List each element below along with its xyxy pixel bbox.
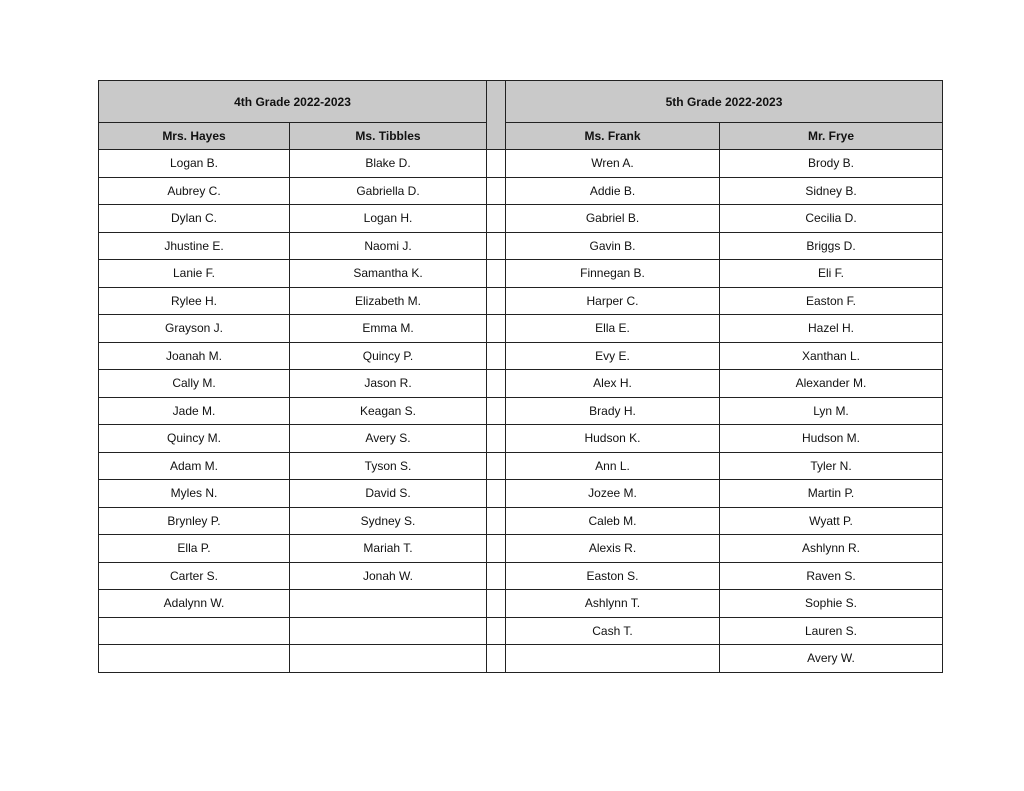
student-name-hayes: Jade M.	[99, 397, 290, 425]
table-row	[99, 342, 943, 370]
student-name-frank: Evy E.	[506, 342, 720, 370]
student-name-frye: Eli F.	[720, 260, 943, 288]
student-name-frye: Briggs D.	[720, 232, 943, 260]
table-row	[99, 425, 943, 453]
student-name-frye: Tyler N.	[720, 452, 943, 480]
table-row	[99, 480, 943, 508]
student-name-hayes: Adam M.	[99, 452, 290, 480]
column-spacer-cell	[487, 287, 506, 315]
column-spacer-cell	[487, 232, 506, 260]
student-name-frank: Harper C.	[506, 287, 720, 315]
student-name-frye: Lauren S.	[720, 617, 943, 645]
student-name-frank: Addie B.	[506, 177, 720, 205]
student-name-tibbles: Tyson S.	[290, 452, 487, 480]
student-name-hayes: Adalynn W.	[99, 590, 290, 618]
column-spacer-cell	[487, 397, 506, 425]
table-row	[99, 287, 943, 315]
student-name-hayes: Myles N.	[99, 480, 290, 508]
student-name-frank: Gavin B.	[506, 232, 720, 260]
student-name-frank: Wren A.	[506, 150, 720, 178]
student-name-frank: Easton S.	[506, 562, 720, 590]
student-name-frye: Martin P.	[720, 480, 943, 508]
student-name-hayes: Carter S.	[99, 562, 290, 590]
student-name-frank: Alexis R.	[506, 535, 720, 563]
student-name-frye: Xanthan L.	[720, 342, 943, 370]
table-row	[99, 260, 943, 288]
teacher-header-row	[99, 123, 943, 150]
table-row	[99, 590, 943, 618]
student-name-frye: Alexander M.	[720, 370, 943, 398]
student-name-hayes: Jhustine E.	[99, 232, 290, 260]
student-name-hayes: Ella P.	[99, 535, 290, 563]
student-name-frye: Brody B.	[720, 150, 943, 178]
column-spacer-cell	[487, 150, 506, 178]
student-name-tibbles: Jonah W.	[290, 562, 487, 590]
student-name-hayes: Lanie F.	[99, 260, 290, 288]
teacher-frye-header: Mr. Frye	[720, 123, 943, 150]
student-name-tibbles	[290, 617, 487, 645]
student-name-tibbles: Emma M.	[290, 315, 487, 343]
column-spacer-cell	[487, 452, 506, 480]
student-name-hayes: Grayson J.	[99, 315, 290, 343]
student-name-tibbles	[290, 645, 487, 673]
student-name-frank: Ella E.	[506, 315, 720, 343]
student-name-hayes: Logan B.	[99, 150, 290, 178]
teacher-frank-header: Ms. Frank	[506, 123, 720, 150]
table-row	[99, 452, 943, 480]
student-name-frank: Hudson K.	[506, 425, 720, 453]
column-spacer-cell	[487, 177, 506, 205]
student-name-frye: Lyn M.	[720, 397, 943, 425]
student-name-hayes: Rylee H.	[99, 287, 290, 315]
student-name-tibbles: Elizabeth M.	[290, 287, 487, 315]
column-spacer	[487, 81, 506, 150]
table-row	[99, 562, 943, 590]
student-name-tibbles: Quincy P.	[290, 342, 487, 370]
student-name-frye: Sidney B.	[720, 177, 943, 205]
student-name-tibbles: Samantha K.	[290, 260, 487, 288]
student-name-hayes: Quincy M.	[99, 425, 290, 453]
class-roster-table	[98, 80, 943, 673]
column-spacer-cell	[487, 645, 506, 673]
column-spacer-cell	[487, 205, 506, 233]
roster-body	[99, 150, 943, 673]
student-name-frank	[506, 645, 720, 673]
column-spacer-cell	[487, 370, 506, 398]
student-name-frank: Cash T.	[506, 617, 720, 645]
student-name-tibbles: David S.	[290, 480, 487, 508]
table-row	[99, 535, 943, 563]
student-name-frye: Wyatt P.	[720, 507, 943, 535]
grade-4-title: 4th Grade 2022-2023	[99, 81, 487, 123]
student-name-tibbles	[290, 590, 487, 618]
table-row	[99, 397, 943, 425]
table-row	[99, 205, 943, 233]
student-name-tibbles: Jason R.	[290, 370, 487, 398]
student-name-frank: Ashlynn T.	[506, 590, 720, 618]
student-name-frye: Easton F.	[720, 287, 943, 315]
table-row	[99, 507, 943, 535]
column-spacer-cell	[487, 617, 506, 645]
student-name-frye: Avery W.	[720, 645, 943, 673]
grade-5-title: 5th Grade 2022-2023	[506, 81, 943, 123]
grade-header-row	[99, 81, 943, 123]
student-name-frye: Sophie S.	[720, 590, 943, 618]
student-name-hayes	[99, 617, 290, 645]
student-name-frank: Brady H.	[506, 397, 720, 425]
student-name-frank: Gabriel B.	[506, 205, 720, 233]
table-row	[99, 617, 943, 645]
student-name-tibbles: Logan H.	[290, 205, 487, 233]
student-name-frye: Cecilia D.	[720, 205, 943, 233]
student-name-frank: Jozee M.	[506, 480, 720, 508]
student-name-frank: Finnegan B.	[506, 260, 720, 288]
student-name-tibbles: Blake D.	[290, 150, 487, 178]
table-row	[99, 150, 943, 178]
column-spacer-cell	[487, 535, 506, 563]
table-row	[99, 232, 943, 260]
column-spacer-cell	[487, 342, 506, 370]
student-name-frank: Caleb M.	[506, 507, 720, 535]
student-name-frye: Ashlynn R.	[720, 535, 943, 563]
student-name-tibbles: Gabriella D.	[290, 177, 487, 205]
table-row	[99, 645, 943, 673]
student-name-tibbles: Mariah T.	[290, 535, 487, 563]
student-name-hayes: Joanah M.	[99, 342, 290, 370]
student-name-hayes: Aubrey C.	[99, 177, 290, 205]
student-name-frank: Alex H.	[506, 370, 720, 398]
column-spacer-cell	[487, 425, 506, 453]
table-row	[99, 177, 943, 205]
student-name-hayes	[99, 645, 290, 673]
table-row	[99, 315, 943, 343]
column-spacer-cell	[487, 315, 506, 343]
student-name-tibbles: Keagan S.	[290, 397, 487, 425]
column-spacer-cell	[487, 590, 506, 618]
teacher-tibbles-header: Ms. Tibbles	[290, 123, 487, 150]
student-name-hayes: Dylan C.	[99, 205, 290, 233]
student-name-hayes: Brynley P.	[99, 507, 290, 535]
student-name-tibbles: Avery S.	[290, 425, 487, 453]
student-name-hayes: Cally M.	[99, 370, 290, 398]
student-name-frye: Hudson M.	[720, 425, 943, 453]
student-name-frank: Ann L.	[506, 452, 720, 480]
column-spacer-cell	[487, 562, 506, 590]
column-spacer-cell	[487, 260, 506, 288]
column-spacer-cell	[487, 480, 506, 508]
column-spacer-cell	[487, 507, 506, 535]
table-row	[99, 370, 943, 398]
student-name-tibbles: Sydney S.	[290, 507, 487, 535]
student-name-tibbles: Naomi J.	[290, 232, 487, 260]
student-name-frye: Raven S.	[720, 562, 943, 590]
student-name-frye: Hazel H.	[720, 315, 943, 343]
teacher-hayes-header: Mrs. Hayes	[99, 123, 290, 150]
